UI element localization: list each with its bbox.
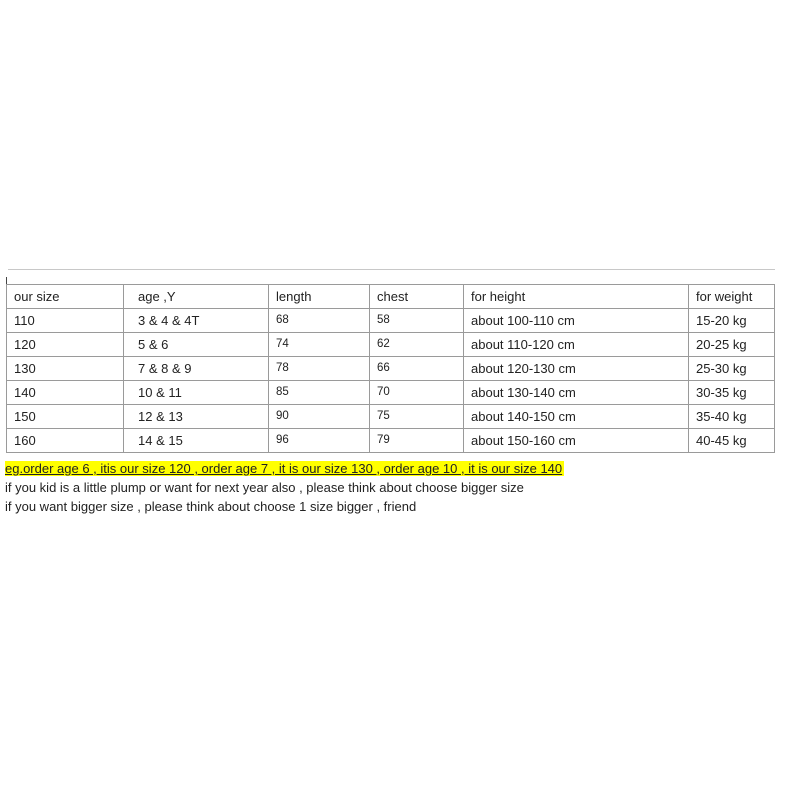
- cell-age: 3 & 4 & 4T: [124, 309, 269, 333]
- cell-chest: 70: [370, 381, 464, 405]
- left-tick-mark: [6, 277, 7, 284]
- cell-length: 68: [269, 309, 370, 333]
- cell-length: 78: [269, 357, 370, 381]
- size-chart-table: [6, 284, 775, 453]
- cell-for-weight: 25-30 kg: [689, 357, 775, 381]
- cell-for-height: about 140-150 cm: [464, 405, 689, 429]
- header-for-height: for height: [464, 285, 689, 309]
- header-our-size: our size: [7, 285, 124, 309]
- cell-our-size: 160: [7, 429, 124, 453]
- cell-age: 12 & 13: [124, 405, 269, 429]
- table-row: [7, 357, 775, 381]
- table-row: [7, 333, 775, 357]
- cell-our-size: 130: [7, 357, 124, 381]
- cell-chest: 62: [370, 333, 464, 357]
- header-length: length: [269, 285, 370, 309]
- cell-age: 5 & 6: [124, 333, 269, 357]
- cell-age: 7 & 8 & 9: [124, 357, 269, 381]
- header-chest: chest: [370, 285, 464, 309]
- size-notes: [5, 459, 564, 516]
- cell-for-weight: 20-25 kg: [689, 333, 775, 357]
- cell-chest: 58: [370, 309, 464, 333]
- cell-length: 74: [269, 333, 370, 357]
- cell-age: 10 & 11: [124, 381, 269, 405]
- bigger-size-advice-line: if you want bigger size , please think about choose 1 size bigger , friend: [5, 499, 417, 514]
- table-row: [7, 381, 775, 405]
- cell-our-size: 140: [7, 381, 124, 405]
- table-row: [7, 309, 775, 333]
- cell-for-height: about 150-160 cm: [464, 429, 689, 453]
- example-note-line: [5, 459, 564, 478]
- cell-for-weight: 35-40 kg: [689, 405, 775, 429]
- cell-for-height: about 130-140 cm: [464, 381, 689, 405]
- cell-for-weight: 30-35 kg: [689, 381, 775, 405]
- cell-for-height: about 110-120 cm: [464, 333, 689, 357]
- cell-for-weight: 15-20 kg: [689, 309, 775, 333]
- cell-for-weight: 40-45 kg: [689, 429, 775, 453]
- plump-advice-line: if you kid is a little plump or want for next year also , please think about choose bigger size: [5, 480, 524, 495]
- cell-chest: 79: [370, 429, 464, 453]
- cell-chest: 75: [370, 405, 464, 429]
- table-row: [7, 405, 775, 429]
- cell-for-height: about 120-130 cm: [464, 357, 689, 381]
- cell-length: 85: [269, 381, 370, 405]
- cell-our-size: 120: [7, 333, 124, 357]
- table-row: [7, 429, 775, 453]
- cell-length: 90: [269, 405, 370, 429]
- header-for-weight: for weight: [689, 285, 775, 309]
- cell-for-height: about 100-110 cm: [464, 309, 689, 333]
- table-header-row: [7, 285, 775, 309]
- top-divider: [8, 269, 775, 270]
- cell-our-size: 150: [7, 405, 124, 429]
- header-age: age ,Y: [124, 285, 269, 309]
- cell-our-size: 110: [7, 309, 124, 333]
- cell-chest: 66: [370, 357, 464, 381]
- cell-age: 14 & 15: [124, 429, 269, 453]
- highlighted-example: eg.order age 6 , itis our size 120 , order age 7 , it is our size 130 , order age 10 , it is our size 140: [5, 461, 563, 476]
- cell-length: 96: [269, 429, 370, 453]
